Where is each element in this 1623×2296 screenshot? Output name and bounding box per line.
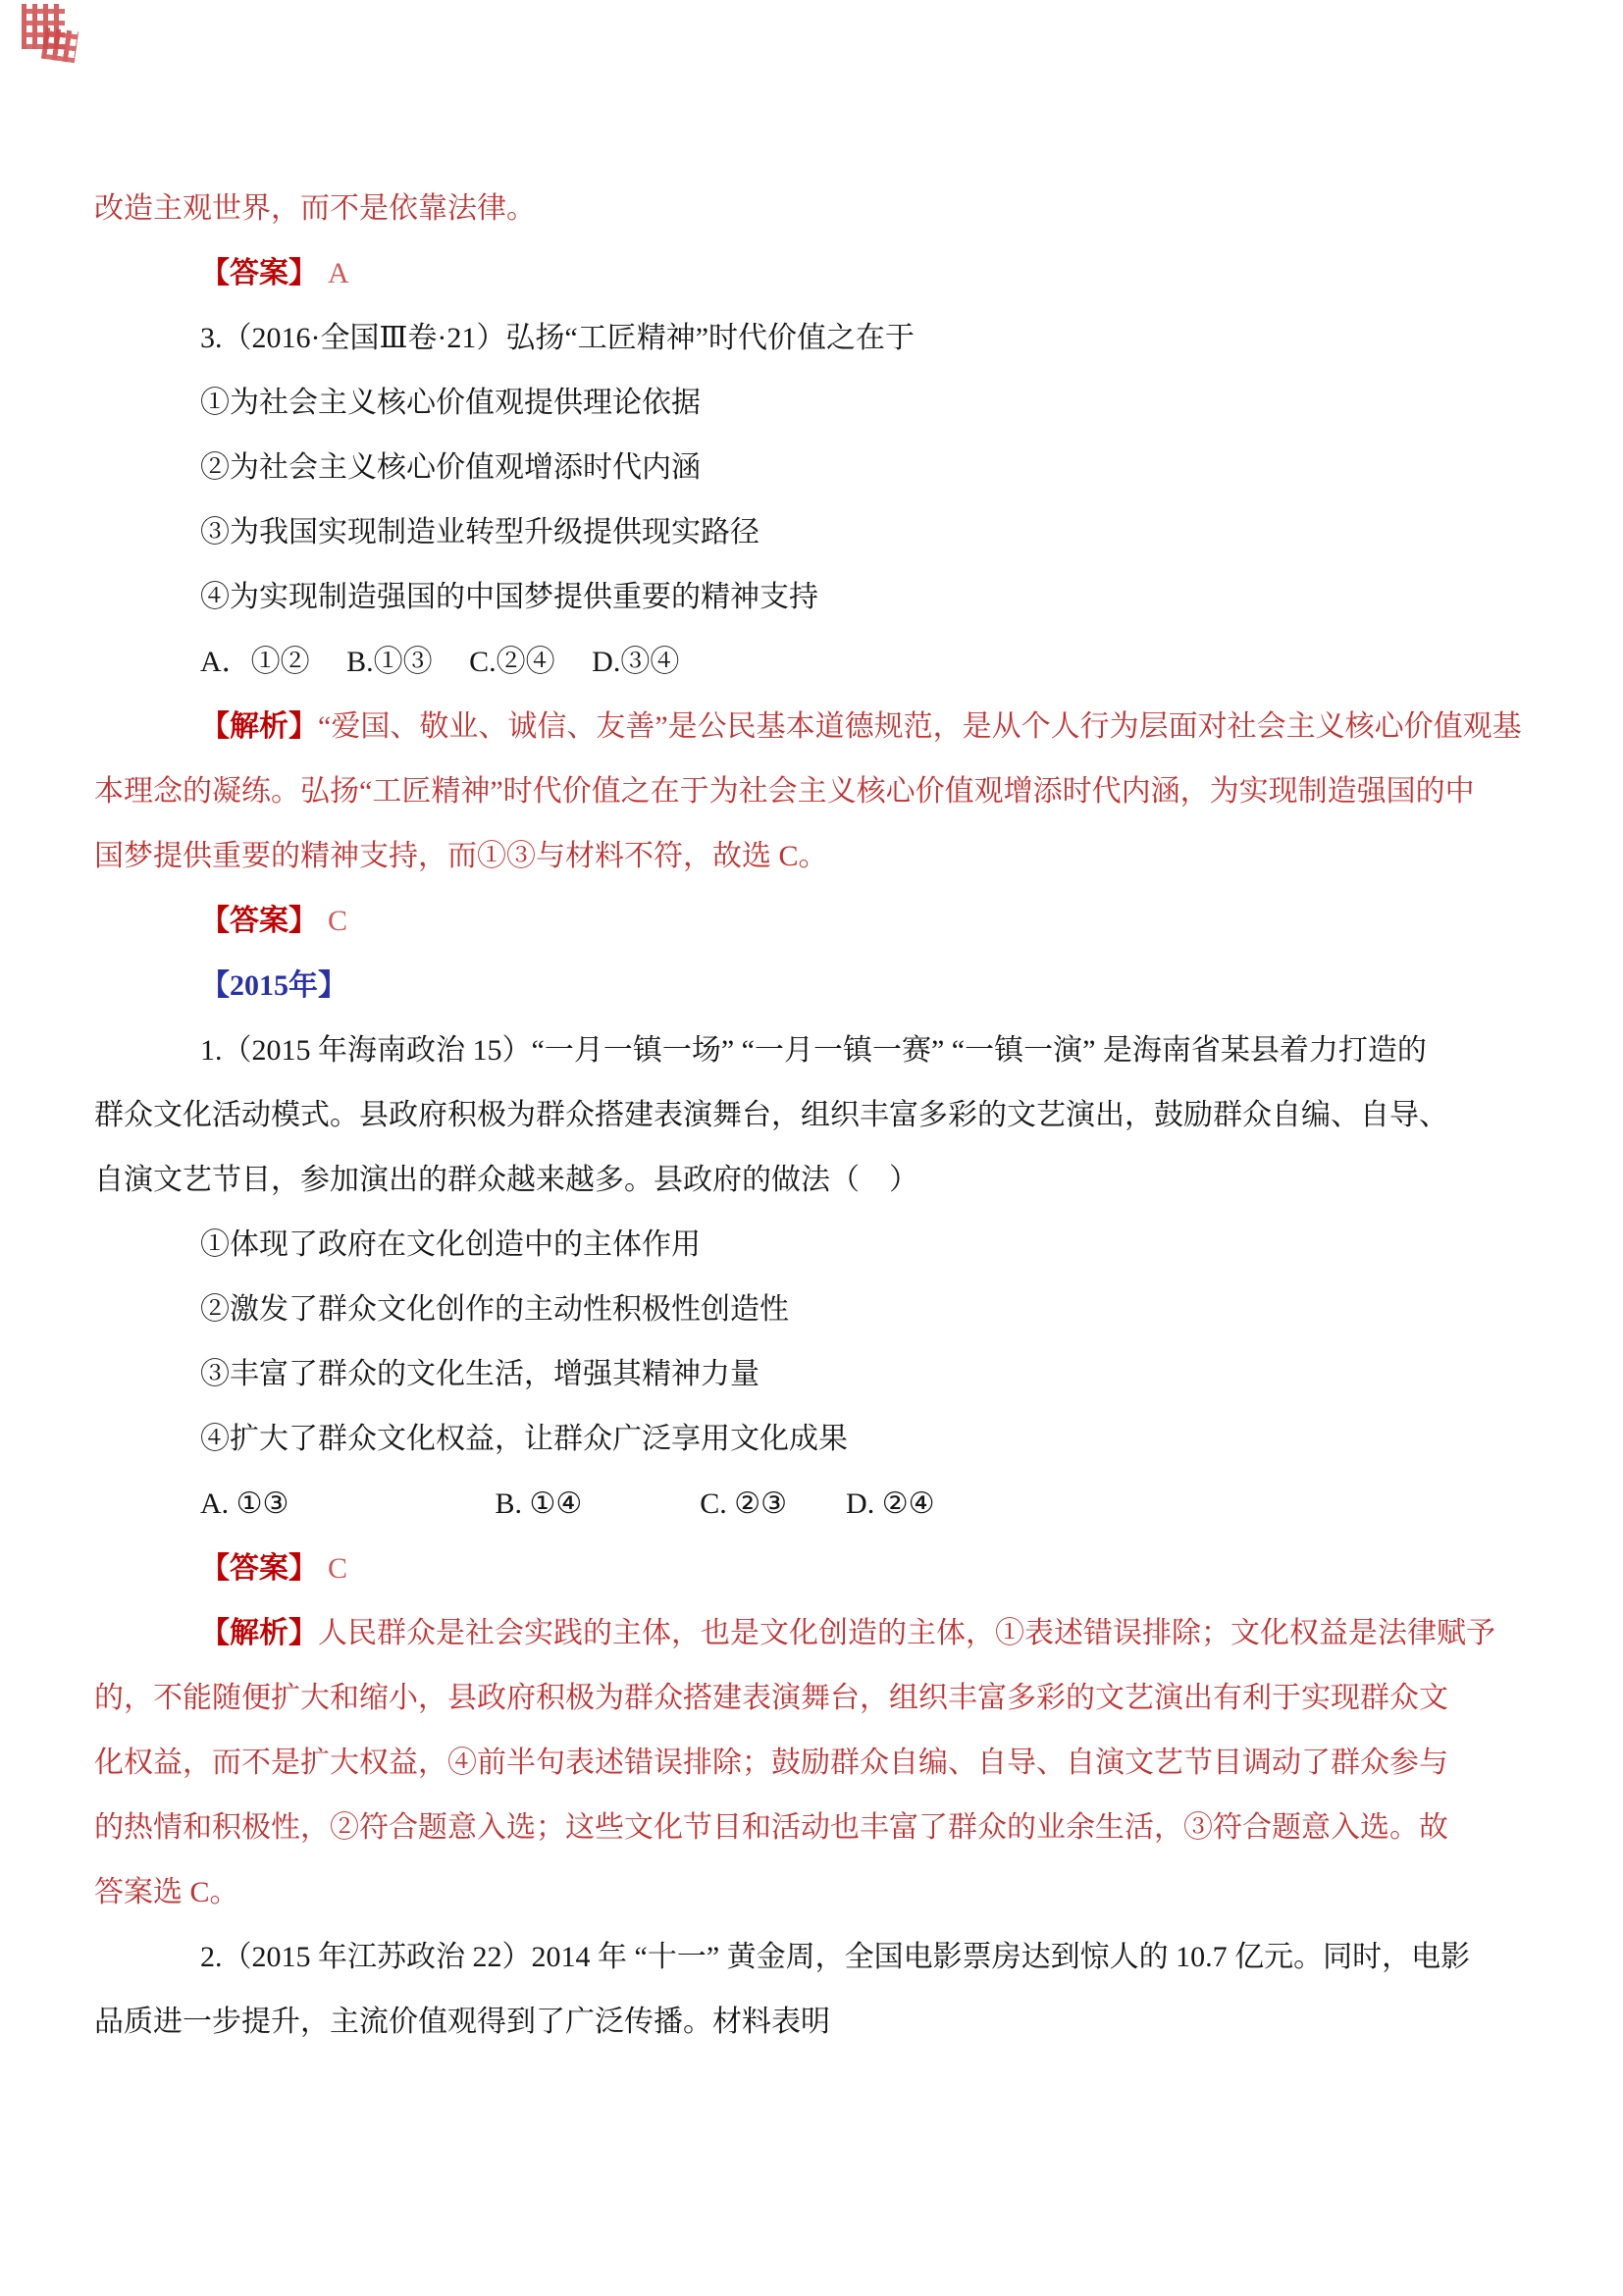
analysis-text: 人民群众是社会实践的主体，也是文化创造的主体，①表述错误排除；文化权益是法律赋予 (318, 1617, 1495, 1649)
question-2016-stem: 3.（2016·全国Ⅲ卷·21）弘扬“工匠精神”时代价值之在于 (200, 322, 916, 354)
question-2016-answer-line (94, 889, 1529, 954)
question-2016-analysis-line-3: 国梦提供重要的精神支持，而①③与材料不符，故选 C。 (94, 840, 828, 872)
question-hainan-analysis-line-2: 的，不能随便扩大和缩小，县政府积极为群众搭建表演舞台，组织丰富多彩的文艺演出有利于实现群众文 (94, 1682, 1448, 1714)
watermark-fragment-2 (41, 27, 79, 63)
answer-label: 【答案】 (200, 257, 318, 289)
question-hainan-stem-line-1: 1.（2015 年海南政治 15）“一月一镇一场” “一月一镇一赛” “一镇一演” 是海南省某县着力打造的 (200, 1034, 1427, 1067)
answer-value: A (328, 257, 350, 289)
question-hainan-option-1: ①体现了政府在文化创造中的主体作用 (200, 1228, 701, 1261)
analysis-label: 【解析】 (200, 1617, 318, 1649)
question-hainan-answer-line (94, 1537, 1529, 1601)
question-hainan-option-2: ②激发了群众文化创作的主动性积极性创造性 (200, 1293, 789, 1326)
question-2016-option-1: ①为社会主义核心价值观提供理论依据 (200, 387, 701, 419)
question-hainan-analysis-line-4: 的热情和积极性，②符合题意入选；这些文化节目和活动也丰富了群众的业余生活，③符合题意入选。故 (94, 1811, 1448, 1844)
question-hainan-analysis-line-3: 化权益，而不是扩大权益，④前半句表述错误排除；鼓励群众自编、自导、自演文艺节目调动了群众参与 (94, 1747, 1448, 1779)
question-2016-option-2: ②为社会主义核心价值观增添时代内涵 (200, 451, 701, 484)
question-2016-analysis-line-1 (94, 695, 1529, 759)
question-hainan-choices: A. ①③ B. ①④ C. ②③ D. ②④ (200, 1487, 935, 1520)
answer-label: 【答案】 (200, 905, 318, 937)
analysis-text: “爱国、敬业、诚信、友善”是公民基本道德规范，是从个人行为层面对社会主义核心价值观基 (318, 710, 1522, 743)
carryover-paragraph-line: 改造主观世界，而不是依靠法律。 (94, 192, 536, 225)
year-heading-text: 【2015年】 (200, 969, 347, 1002)
question-hainan-stem-line-2: 群众文化活动模式。县政府积极为群众搭建表演舞台，组织丰富多彩的文艺演出，鼓励群众自编、自导、 (94, 1099, 1448, 1131)
answer-value: C (328, 1552, 349, 1585)
year-2015-heading (94, 954, 1529, 1018)
question-hainan-analysis-line-1 (94, 1601, 1529, 1666)
question-jiangsu-stem-line-2: 品质进一步提升，主流价值观得到了广泛传播。材料表明 (94, 2006, 830, 2038)
analysis-label: 【解析】 (200, 710, 318, 743)
question-2016-analysis-line-2: 本理念的凝练。弘扬“工匠精神”时代价值之在于为社会主义核心价值观增添时代内涵，为实现制造强国的中 (94, 775, 1475, 808)
question-hainan-option-3: ③丰富了群众的文化生活，增强其精神力量 (200, 1358, 759, 1390)
answer-value: C (328, 905, 349, 937)
question-2016-option-3: ③为我国实现制造业转型升级提供现实路径 (200, 516, 759, 548)
answer-label: 【答案】 (200, 1552, 318, 1585)
question-hainan-stem-line-3: 自演文艺节目，参加演出的群众越来越多。县政府的做法（ ） (94, 1164, 918, 1196)
question-hainan-analysis-line-5: 答案选 C。 (94, 1876, 239, 1908)
question-2016-choices: A．①② B.①③ C.②④ D.③④ (200, 646, 680, 678)
question-2016-option-4: ④为实现制造强国的中国梦提供重要的精神支持 (200, 581, 818, 613)
question-hainan-option-4: ④扩大了群众文化权益，让群众广泛享用文化成果 (200, 1423, 848, 1455)
answer-line-prev-question (94, 241, 1529, 306)
question-jiangsu-stem-line-1: 2.（2015 年江苏政治 22）2014 年 “十一” 黄金周，全国电影票房达到惊人的 10.7 亿元。同时，电影 (200, 1941, 1471, 1973)
